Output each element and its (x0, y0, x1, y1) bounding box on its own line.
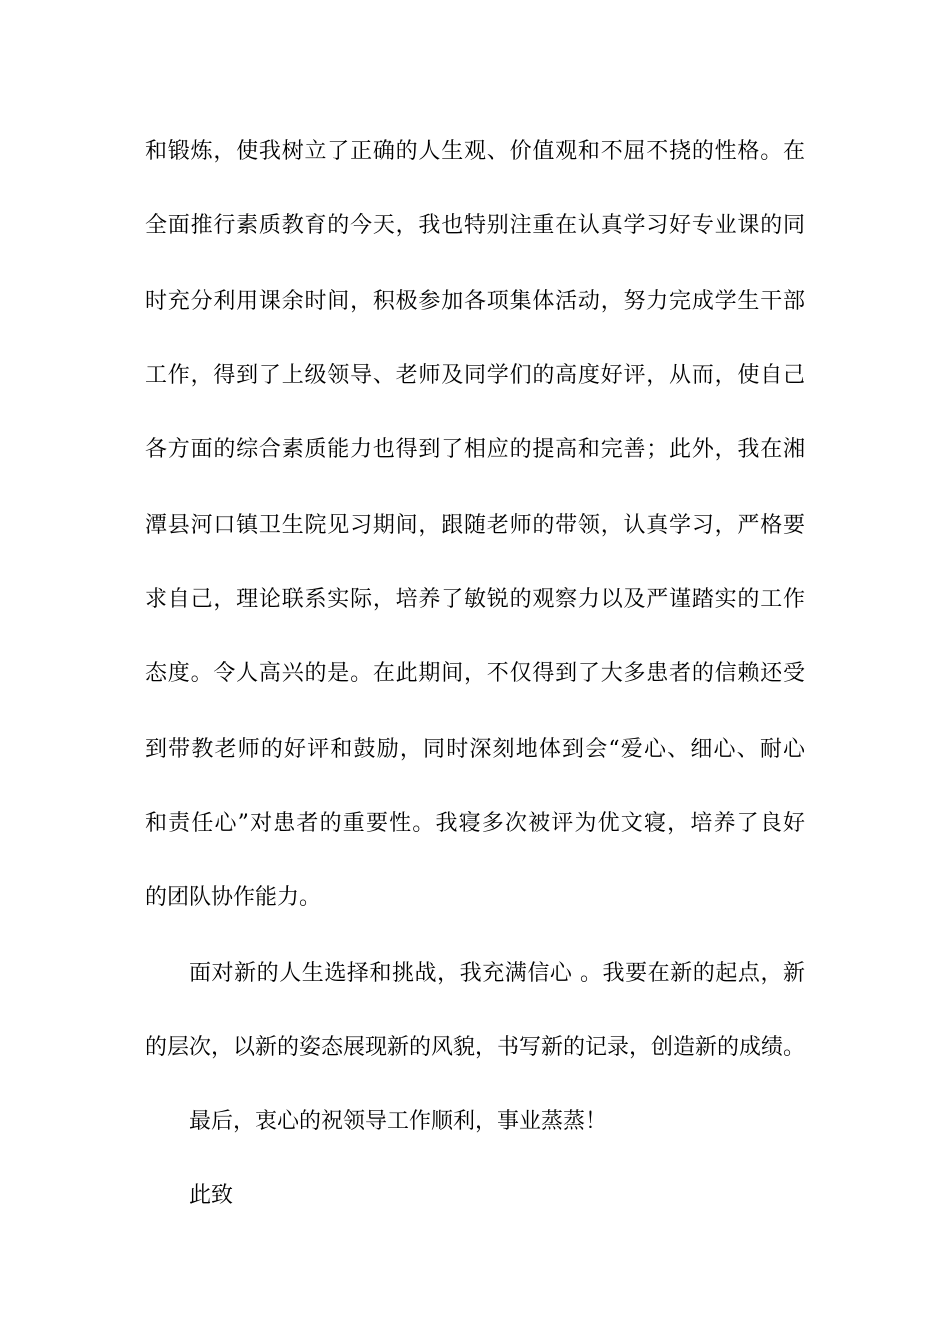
paragraph-line: 潭县河口镇卫生院见习期间，跟随老师的带领，认真学习，严格要 (145, 513, 805, 538)
paragraph-line: 工作，得到了上级领导、老师及同学们的高度好评，从而，使自己 (145, 363, 805, 388)
paragraph-line: 态度。令人高兴的是。在此期间，不仅得到了大多患者的信赖还受 (145, 661, 805, 686)
paragraph-line: 到带教老师的好评和鼓励，同时深刻地体到会“爱心、细心、耐心 (145, 737, 805, 762)
paragraph-line: 面对新的人生选择和挑战，我充满信心 。我要在新的起点，新 (189, 961, 805, 986)
paragraph-line: 时充分利用课余时间，积极参加各项集体活动，努力完成学生干部 (145, 289, 805, 314)
closing-wish: 最后，衷心的祝领导工作顺利，事业蒸蒸！ (189, 1109, 608, 1134)
paragraph-line: 和责任心”对患者的重要性。我寝多次被评为优文寝，培养了良好 (145, 811, 805, 836)
paragraph-line: 的团队协作能力。 (145, 885, 322, 910)
paragraph-line: 求自己，理论联系实际，培养了敏锐的观察力以及严谨踏实的工作 (145, 587, 805, 612)
paragraph-line: 和锻炼，使我树立了正确的人生观、价值观和不屈不挠的性格。在 (145, 139, 805, 164)
paragraph-line: 各方面的综合素质能力也得到了相应的提高和完善；此外，我在湘 (145, 437, 805, 462)
paragraph-line: 的层次，以新的姿态展现新的风貌，书写新的记录，创造新的成绩。 (145, 1035, 805, 1060)
salutation: 此致 (189, 1183, 234, 1208)
paragraph-line: 全面推行素质教育的今天，我也特别注重在认真学习好专业课的同 (145, 213, 805, 238)
